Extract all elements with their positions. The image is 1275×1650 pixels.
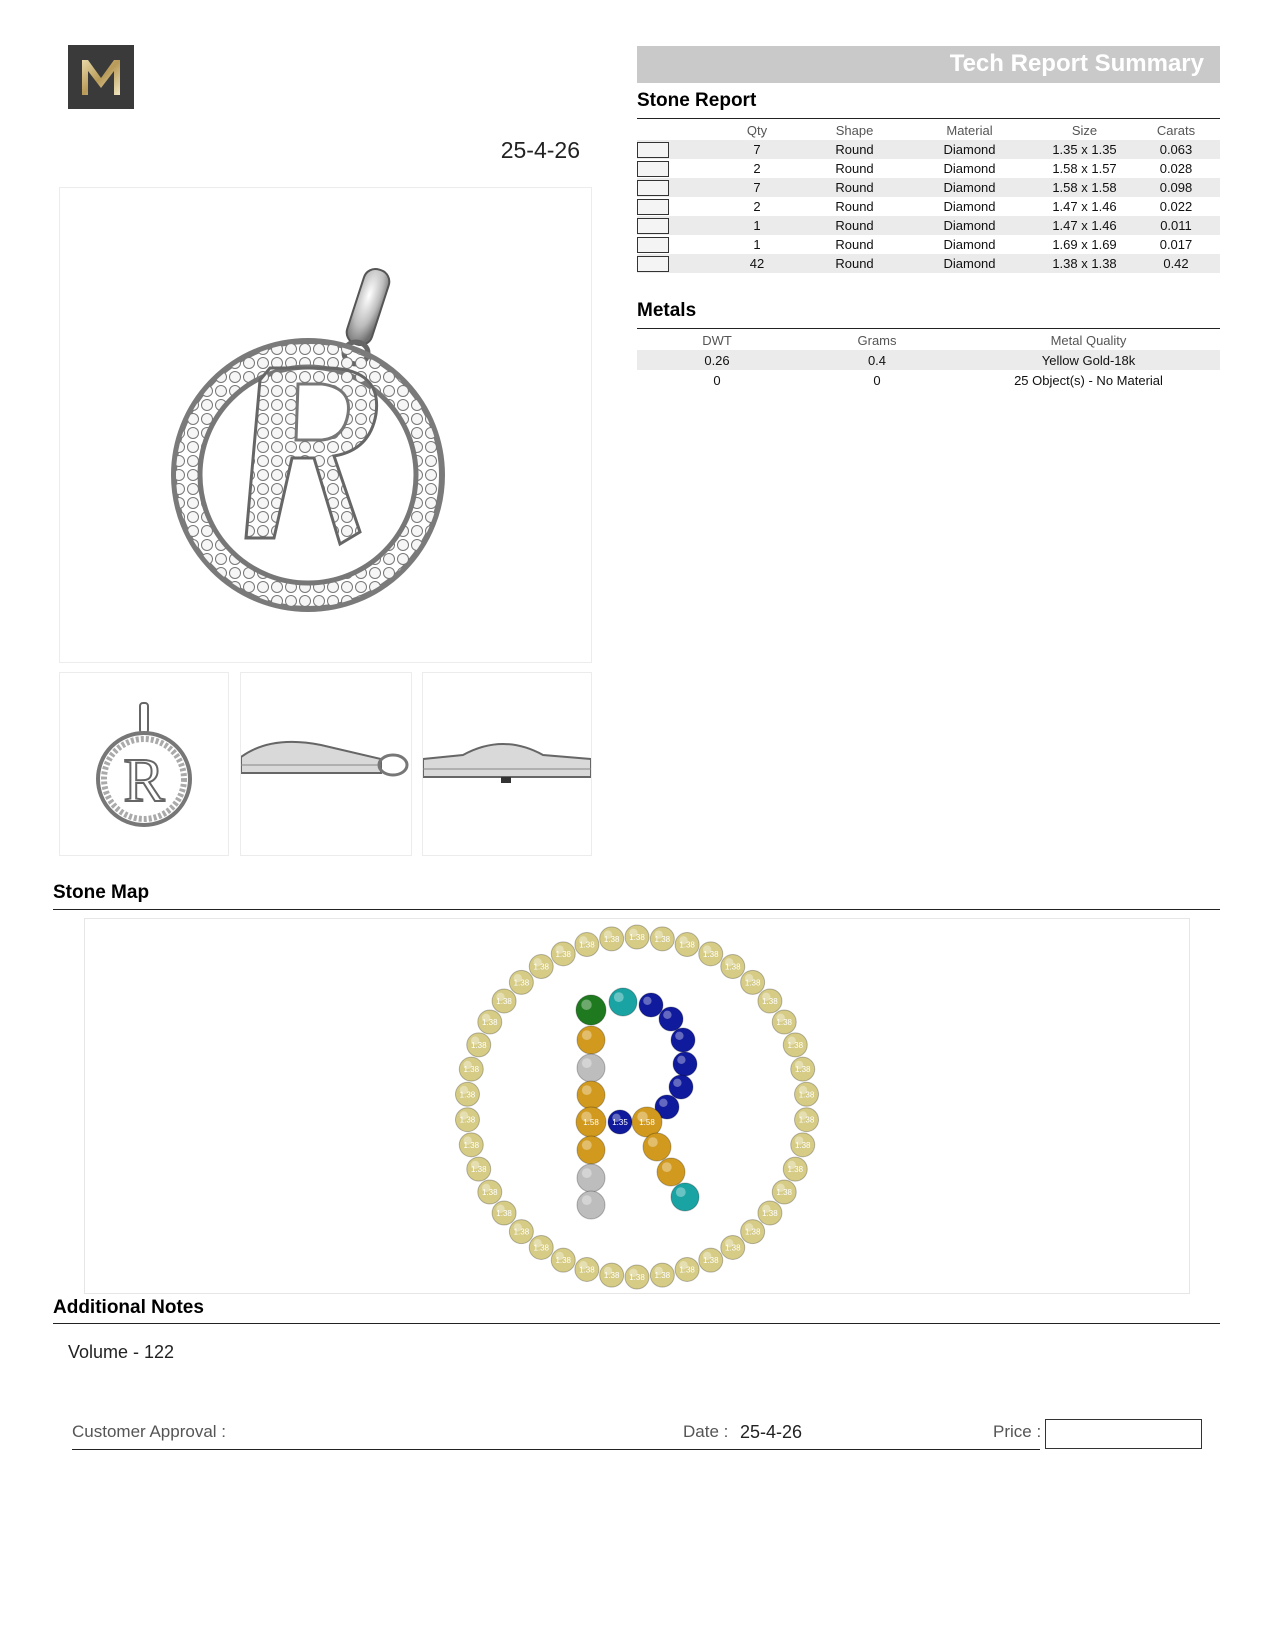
- price-label: Price :: [993, 1422, 1042, 1441]
- outer-stone: [478, 1010, 502, 1034]
- bead-label: 1.38: [459, 1090, 476, 1100]
- table-row: 7 Round Diamond 1.35 x 1.35 0.063: [637, 140, 1220, 159]
- stone-map-title: Stone Map: [53, 882, 150, 903]
- bead-label: 1.38: [603, 934, 620, 944]
- customer-approval-label: Customer Approval :: [72, 1422, 227, 1441]
- bead-label: 1.38: [463, 1065, 480, 1075]
- bead-label: 1.38: [579, 940, 595, 950]
- outer-stone: [575, 1257, 599, 1281]
- bead-label: 1.38: [776, 1188, 793, 1197]
- bead-label: 1.38: [654, 1271, 671, 1281]
- bead-label: 1.38: [776, 1018, 793, 1027]
- bead-label: 1.38: [787, 1165, 804, 1175]
- outer-stone: [795, 1082, 819, 1106]
- notes-title: Additional Notes: [53, 1297, 204, 1318]
- bead-label: 1.38: [724, 962, 741, 972]
- notes-text: Volume - 122: [68, 1342, 175, 1362]
- col-dwt: DWT: [702, 332, 732, 348]
- outer-stone: [795, 1108, 819, 1132]
- logo-mark: [68, 45, 134, 109]
- bead-label: 1.38: [481, 1018, 498, 1027]
- outer-stone: [772, 1010, 796, 1034]
- bead-label: 1.38: [470, 1040, 487, 1050]
- table-row: 42 Round Diamond 1.38 x 1.38 0.42: [637, 254, 1220, 273]
- col-metal-quality: Metal Quality: [1050, 332, 1127, 348]
- outer-stone: [675, 933, 699, 957]
- outer-stone: [721, 1235, 745, 1259]
- bead-label: 1.38: [533, 1243, 550, 1253]
- outer-stone: [625, 1265, 649, 1289]
- bead-label: 1.38: [724, 1243, 741, 1253]
- table-row: 0.26 0.4 Yellow Gold-18k: [637, 350, 1220, 370]
- inner-stone: [639, 993, 663, 1017]
- outer-stone: [551, 1248, 575, 1272]
- outer-stone: [459, 1057, 483, 1081]
- bead-label: 1.38: [654, 934, 671, 944]
- inner-stone: [576, 995, 606, 1025]
- col-select: [637, 120, 707, 140]
- inner-stone: [608, 1110, 632, 1134]
- inner-stone: [669, 1075, 693, 1099]
- outer-stone: [783, 1033, 807, 1057]
- outer-stone: [492, 1201, 516, 1225]
- outer-stone: [467, 1157, 491, 1181]
- bead-label: 1.38: [762, 1208, 778, 1218]
- bead-label: 1.38: [702, 949, 719, 959]
- table-row: 7 Round Diamond 1.58 x 1.58 0.098: [637, 178, 1220, 197]
- stone-report-title: Stone Report: [637, 90, 757, 111]
- price-field[interactable]: [1045, 1419, 1202, 1449]
- bead-label: 1.38: [513, 1227, 530, 1237]
- col-size: Size: [1071, 122, 1098, 138]
- outer-stone: [625, 925, 649, 949]
- report-date: 25-4-26: [500, 137, 580, 163]
- outer-stone: [772, 1180, 796, 1204]
- bead-label: 1.38: [787, 1040, 804, 1050]
- main-product-image: [59, 187, 592, 663]
- inner-stone: [632, 1107, 662, 1137]
- col-qty: Qty: [746, 122, 768, 138]
- outer-stone: [675, 1257, 699, 1281]
- stone-report-rule: [637, 118, 1220, 119]
- inner-stone: [577, 1136, 605, 1164]
- table-row: 1 Round Diamond 1.47 x 1.46 0.011: [637, 216, 1220, 235]
- metals-rule: [637, 328, 1220, 329]
- bead-label: 1.38: [744, 1227, 761, 1237]
- thumbnail-side-left: [240, 672, 412, 856]
- col-grams: Grams: [857, 332, 897, 348]
- bead-label: 1.38: [513, 978, 530, 988]
- inner-stone: [609, 988, 637, 1016]
- bead-label: 1.38: [579, 1265, 595, 1275]
- inner-stone: [657, 1158, 685, 1186]
- outer-stone: [492, 989, 516, 1013]
- row-checkbox[interactable]: [637, 218, 669, 234]
- outer-stone: [699, 1248, 723, 1272]
- row-checkbox[interactable]: [637, 142, 669, 158]
- table-row: 2 Round Diamond 1.58 x 1.57 0.028: [637, 159, 1220, 178]
- approval-line: [72, 1449, 1040, 1450]
- stone-map-diagram: [85, 919, 1189, 1293]
- inner-stone: [671, 1183, 699, 1211]
- bead-label: 1.38: [702, 1256, 719, 1266]
- outer-stone: [741, 970, 765, 994]
- outer-stone: [529, 1235, 553, 1259]
- inner-stone: [577, 1054, 605, 1082]
- bead-label: 1.35: [612, 1118, 628, 1127]
- metals-table: [637, 330, 1220, 390]
- row-checkbox[interactable]: [637, 180, 669, 196]
- bead-label: 1.38: [794, 1065, 811, 1075]
- bead-label: 1.38: [629, 1273, 645, 1282]
- bead-label: 1.38: [533, 962, 550, 972]
- date-value: 25-4-26: [740, 1422, 803, 1442]
- thumbnail-side-right: [422, 672, 592, 856]
- report-title: Tech Report Summary: [949, 50, 1204, 77]
- col-shape: Shape: [835, 122, 874, 138]
- outer-stone: [741, 1220, 765, 1244]
- col-carats: Carats: [1156, 122, 1196, 138]
- bead-label: 1.38: [555, 949, 572, 959]
- bead-label: 1.38: [629, 933, 645, 942]
- bead-label: 1.38: [679, 1265, 695, 1275]
- stone-report-table: [637, 120, 1220, 273]
- bead-label: 1.38: [744, 978, 761, 988]
- metals-title: Metals: [637, 300, 697, 321]
- bead-label: 1.38: [496, 997, 512, 1007]
- inner-stone: [576, 1107, 606, 1137]
- bead-label: 1.38: [555, 1256, 572, 1266]
- bead-label: 1.38: [762, 997, 778, 1007]
- inner-stone: [577, 1191, 605, 1219]
- table-row: 1 Round Diamond 1.69 x 1.69 0.017: [637, 235, 1220, 254]
- bead-label: 1.38: [798, 1115, 815, 1125]
- thumbnail-front: [59, 672, 229, 856]
- outer-stone: [699, 942, 723, 966]
- bead-label: 1.38: [794, 1140, 811, 1150]
- outer-stone: [455, 1108, 479, 1132]
- inner-stone: [577, 1026, 605, 1054]
- outer-stone: [509, 1220, 533, 1244]
- outer-stone: [575, 933, 599, 957]
- row-checkbox[interactable]: [637, 161, 669, 177]
- bead-label: 1.38: [481, 1188, 498, 1197]
- bead-label: 1.38: [496, 1208, 512, 1218]
- outer-stone: [467, 1033, 491, 1057]
- bead-label: 1.58: [639, 1118, 655, 1127]
- table-row: 2 Round Diamond 1.47 x 1.46 0.022: [637, 197, 1220, 216]
- date-label: Date :: [683, 1422, 729, 1441]
- bead-label: 1.38: [679, 940, 695, 950]
- inner-stone: [643, 1133, 671, 1161]
- bead-label: 1.38: [463, 1140, 480, 1150]
- outer-stone: [783, 1157, 807, 1181]
- stone-map-rule: [53, 909, 1220, 910]
- outer-stone: [551, 942, 575, 966]
- outer-stone: [600, 1263, 624, 1287]
- stone-map-frame: [84, 918, 1190, 1294]
- table-row: 0 0 25 Object(s) - No Material: [713, 372, 1163, 388]
- col-material: Material: [946, 122, 993, 138]
- row-checkbox[interactable]: [637, 256, 669, 272]
- inner-stone: [673, 1052, 697, 1076]
- inner-stone: [659, 1007, 683, 1031]
- bead-label: 1.38: [603, 1271, 620, 1281]
- inner-stone: [671, 1028, 695, 1052]
- outer-stone: [758, 989, 782, 1013]
- bead-label: 1.58: [583, 1118, 599, 1127]
- outer-stone: [758, 1201, 782, 1225]
- outer-stone: [791, 1133, 815, 1157]
- inner-stone: [577, 1164, 605, 1192]
- outer-stone: [455, 1082, 479, 1106]
- outer-stone: [791, 1057, 815, 1081]
- bead-label: 1.38: [459, 1115, 476, 1125]
- bead-label: 1.38: [470, 1165, 487, 1175]
- inner-stone: [577, 1081, 605, 1109]
- row-checkbox[interactable]: [637, 237, 669, 253]
- outer-stone: [529, 955, 553, 979]
- outer-stone: [459, 1133, 483, 1157]
- outer-stone: [509, 970, 533, 994]
- notes-rule: [53, 1323, 1220, 1324]
- report-title-bar: [637, 46, 1220, 83]
- outer-stone: [600, 927, 624, 951]
- outer-stone: [478, 1180, 502, 1204]
- bead-label: 1.38: [798, 1090, 815, 1100]
- outer-stone: [650, 927, 674, 951]
- row-checkbox[interactable]: [637, 199, 669, 215]
- svg-text:R: R: [123, 747, 165, 815]
- brand-logo: [68, 45, 134, 109]
- outer-stone: [650, 1263, 674, 1287]
- outer-stone: [721, 955, 745, 979]
